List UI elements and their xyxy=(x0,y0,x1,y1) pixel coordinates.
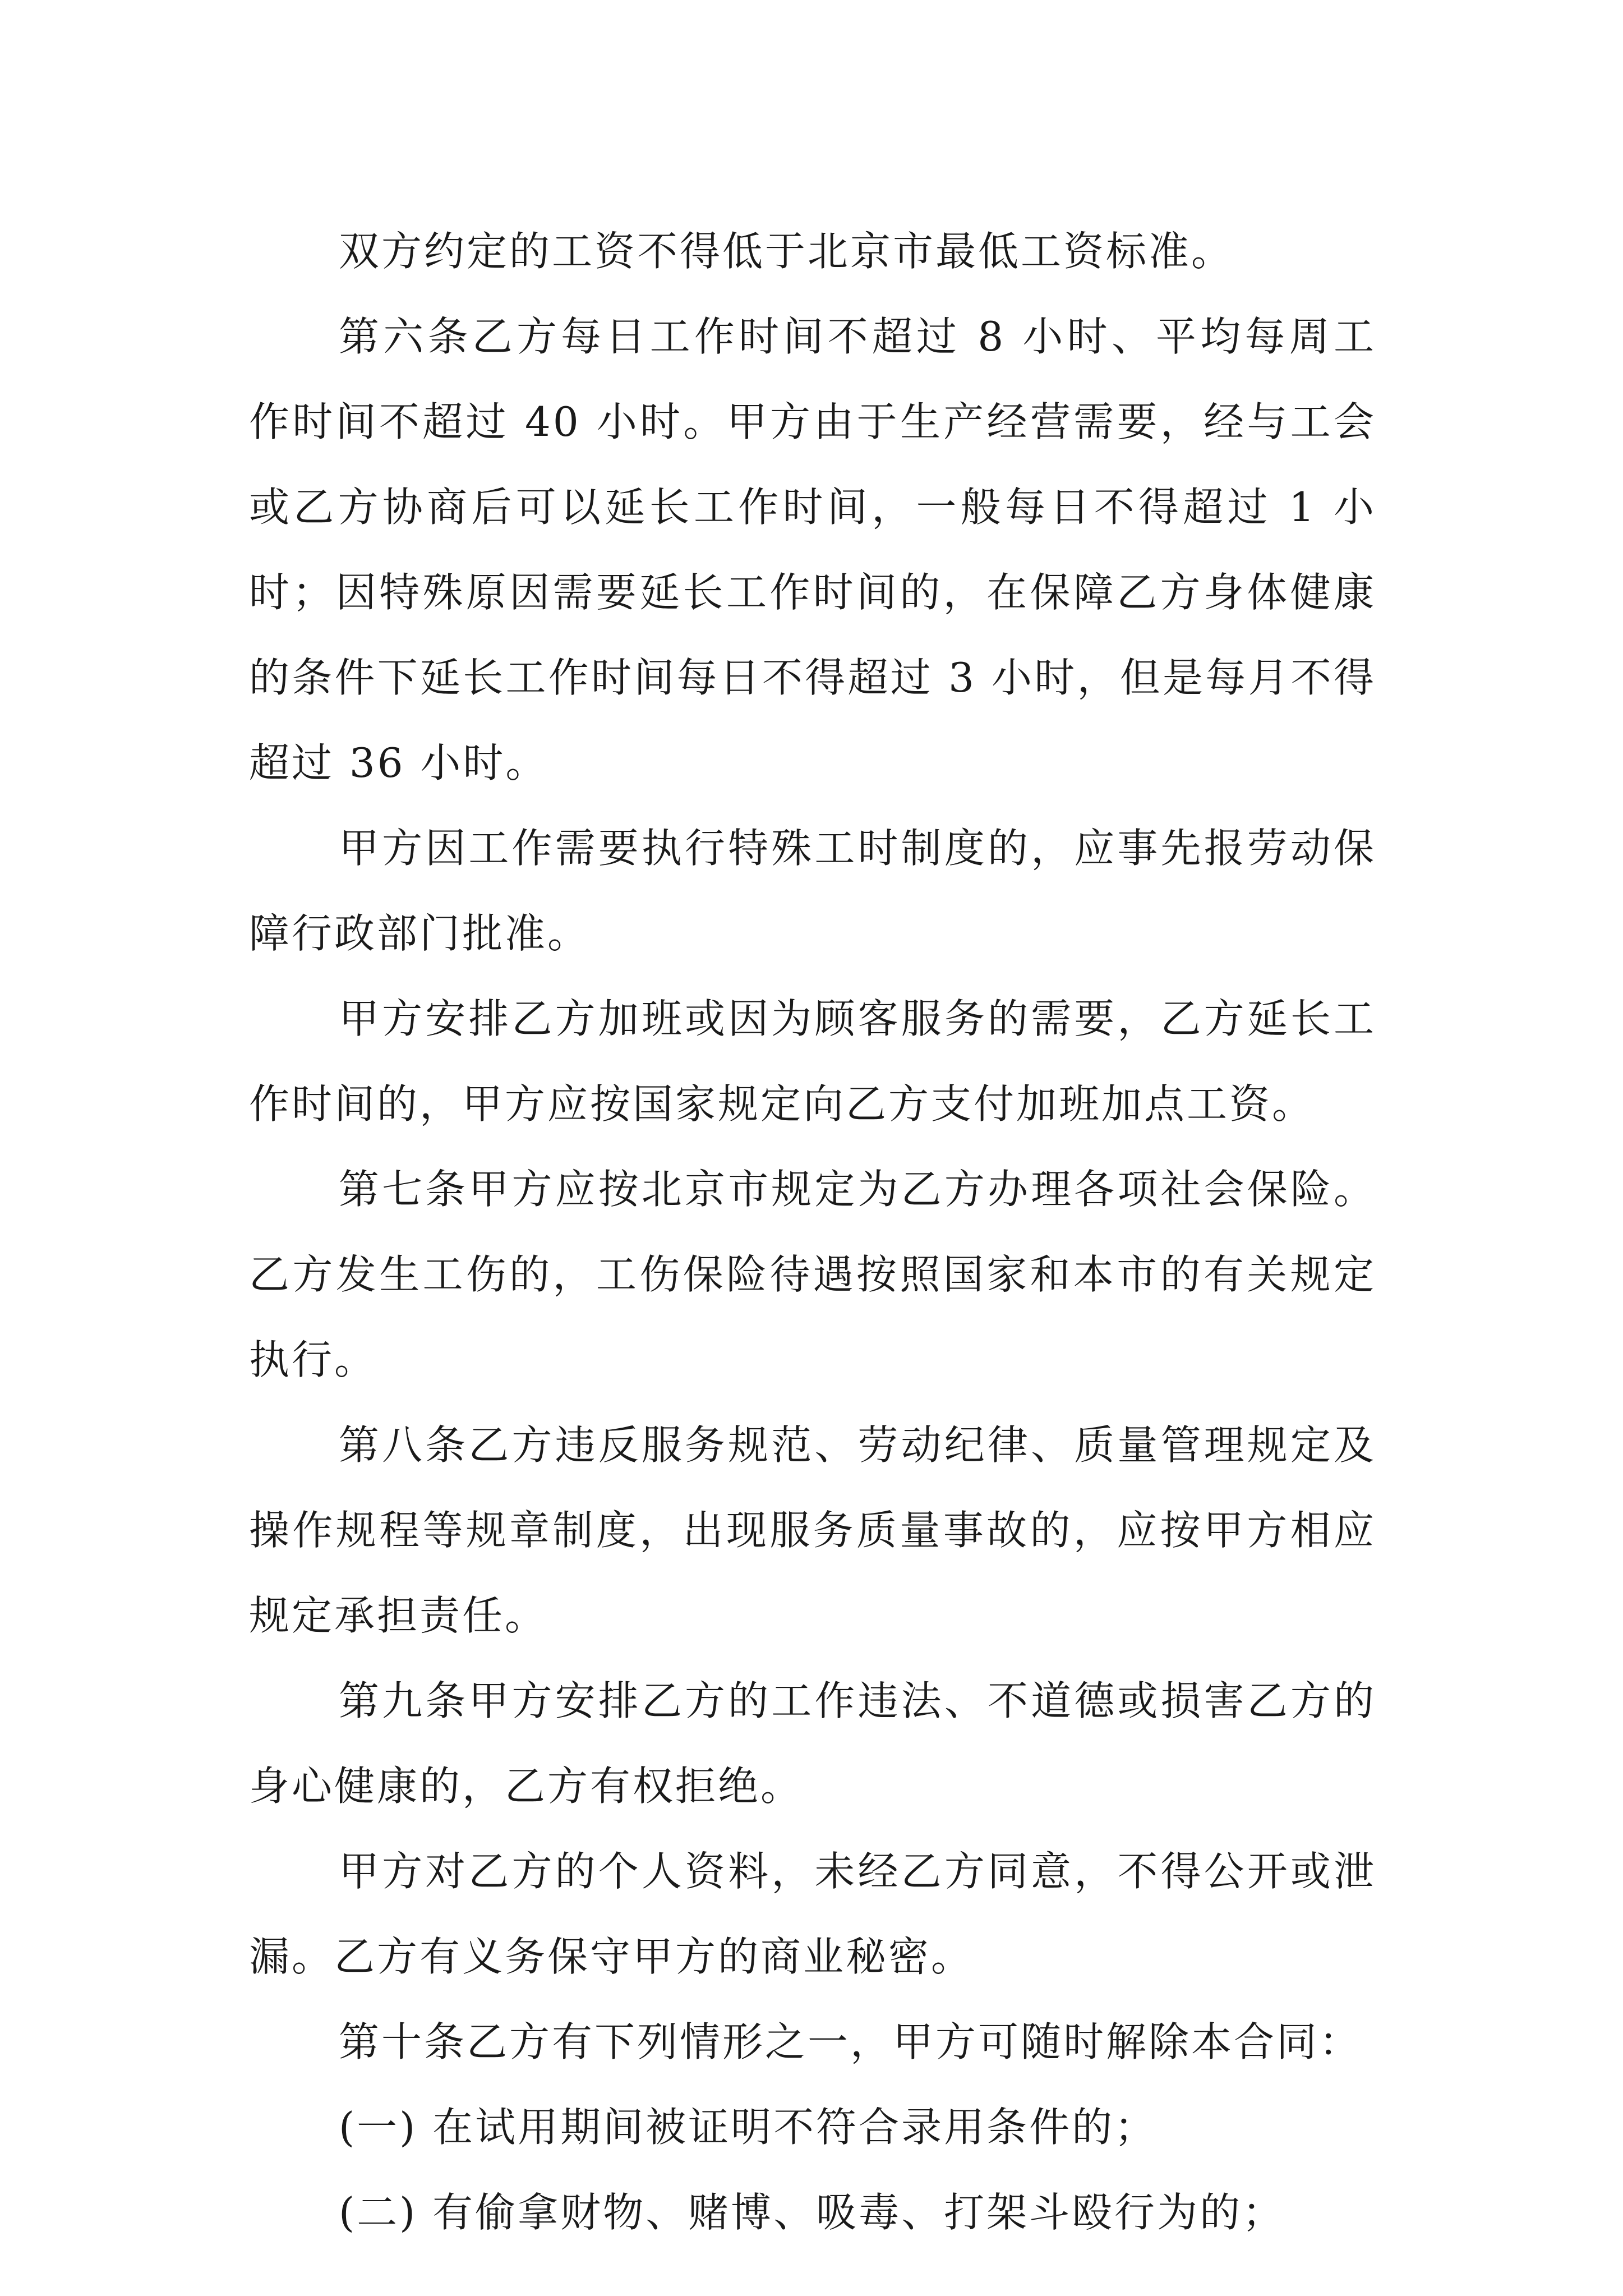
paragraph-special-hours: 甲方因工作需要执行特殊工时制度的，应事先报劳动保障行政部门批准。 xyxy=(249,825,1376,957)
list-item-probation: (一) 在试用期间被证明不符合录用条件的； xyxy=(339,2104,1158,2151)
paragraph-article-8-responsibility: 第八条乙方违反服务规范、劳动纪律、质量管理规定及操作规程等规章制度，出现服务质量事故的，应按甲方相应规定承担责任。 xyxy=(249,1421,1376,1639)
paragraph-article-6-working-hours: 第六条乙方每日工作时间不超过 8 小时、平均每周工作时间不超过 40 小时。甲方由于生产经营需要，经与工会或乙方协商后可以延长工作时间，一般每日不得超过 1 小时；因特殊原因需要延长工作时间的，在保障乙方身体健康的条件下延长工作时间每日不得超过 3 小时，但是每月不得超过 36 小时。 xyxy=(249,313,1376,786)
paragraph-overtime-pay: 甲方安排乙方加班或因为顾客服务的需要，乙方延长工作时间的，甲方应按国家规定向乙方支付加班加点工资。 xyxy=(249,995,1376,1128)
paragraph-confidentiality: 甲方对乙方的个人资料，未经乙方同意，不得公开或泄漏。乙方有义务保守甲方的商业秘密。 xyxy=(249,1848,1376,1980)
paragraph-wage-standard: 双方约定的工资不得低于北京市最低工资标准。 xyxy=(339,228,1234,275)
paragraph-article-7-social-insurance: 第七条甲方应按北京市规定为乙方办理各项社会保险。乙方发生工伤的，工伤保险待遇按照国家和本市的有关规定执行。 xyxy=(249,1166,1376,1383)
document-body xyxy=(249,209,1376,2255)
list-item-misconduct: (二) 有偷拿财物、赌博、吸毒、打架斗殴行为的； xyxy=(339,2189,1285,2236)
paragraph-article-10-termination: 第十条乙方有下列情形之一，甲方可随时解除本合同： xyxy=(339,2018,1362,2065)
paragraph-article-9-refusal: 第九条甲方安排乙方的工作违法、不道德或损害乙方的身心健康的，乙方有权拒绝。 xyxy=(249,1677,1376,1810)
